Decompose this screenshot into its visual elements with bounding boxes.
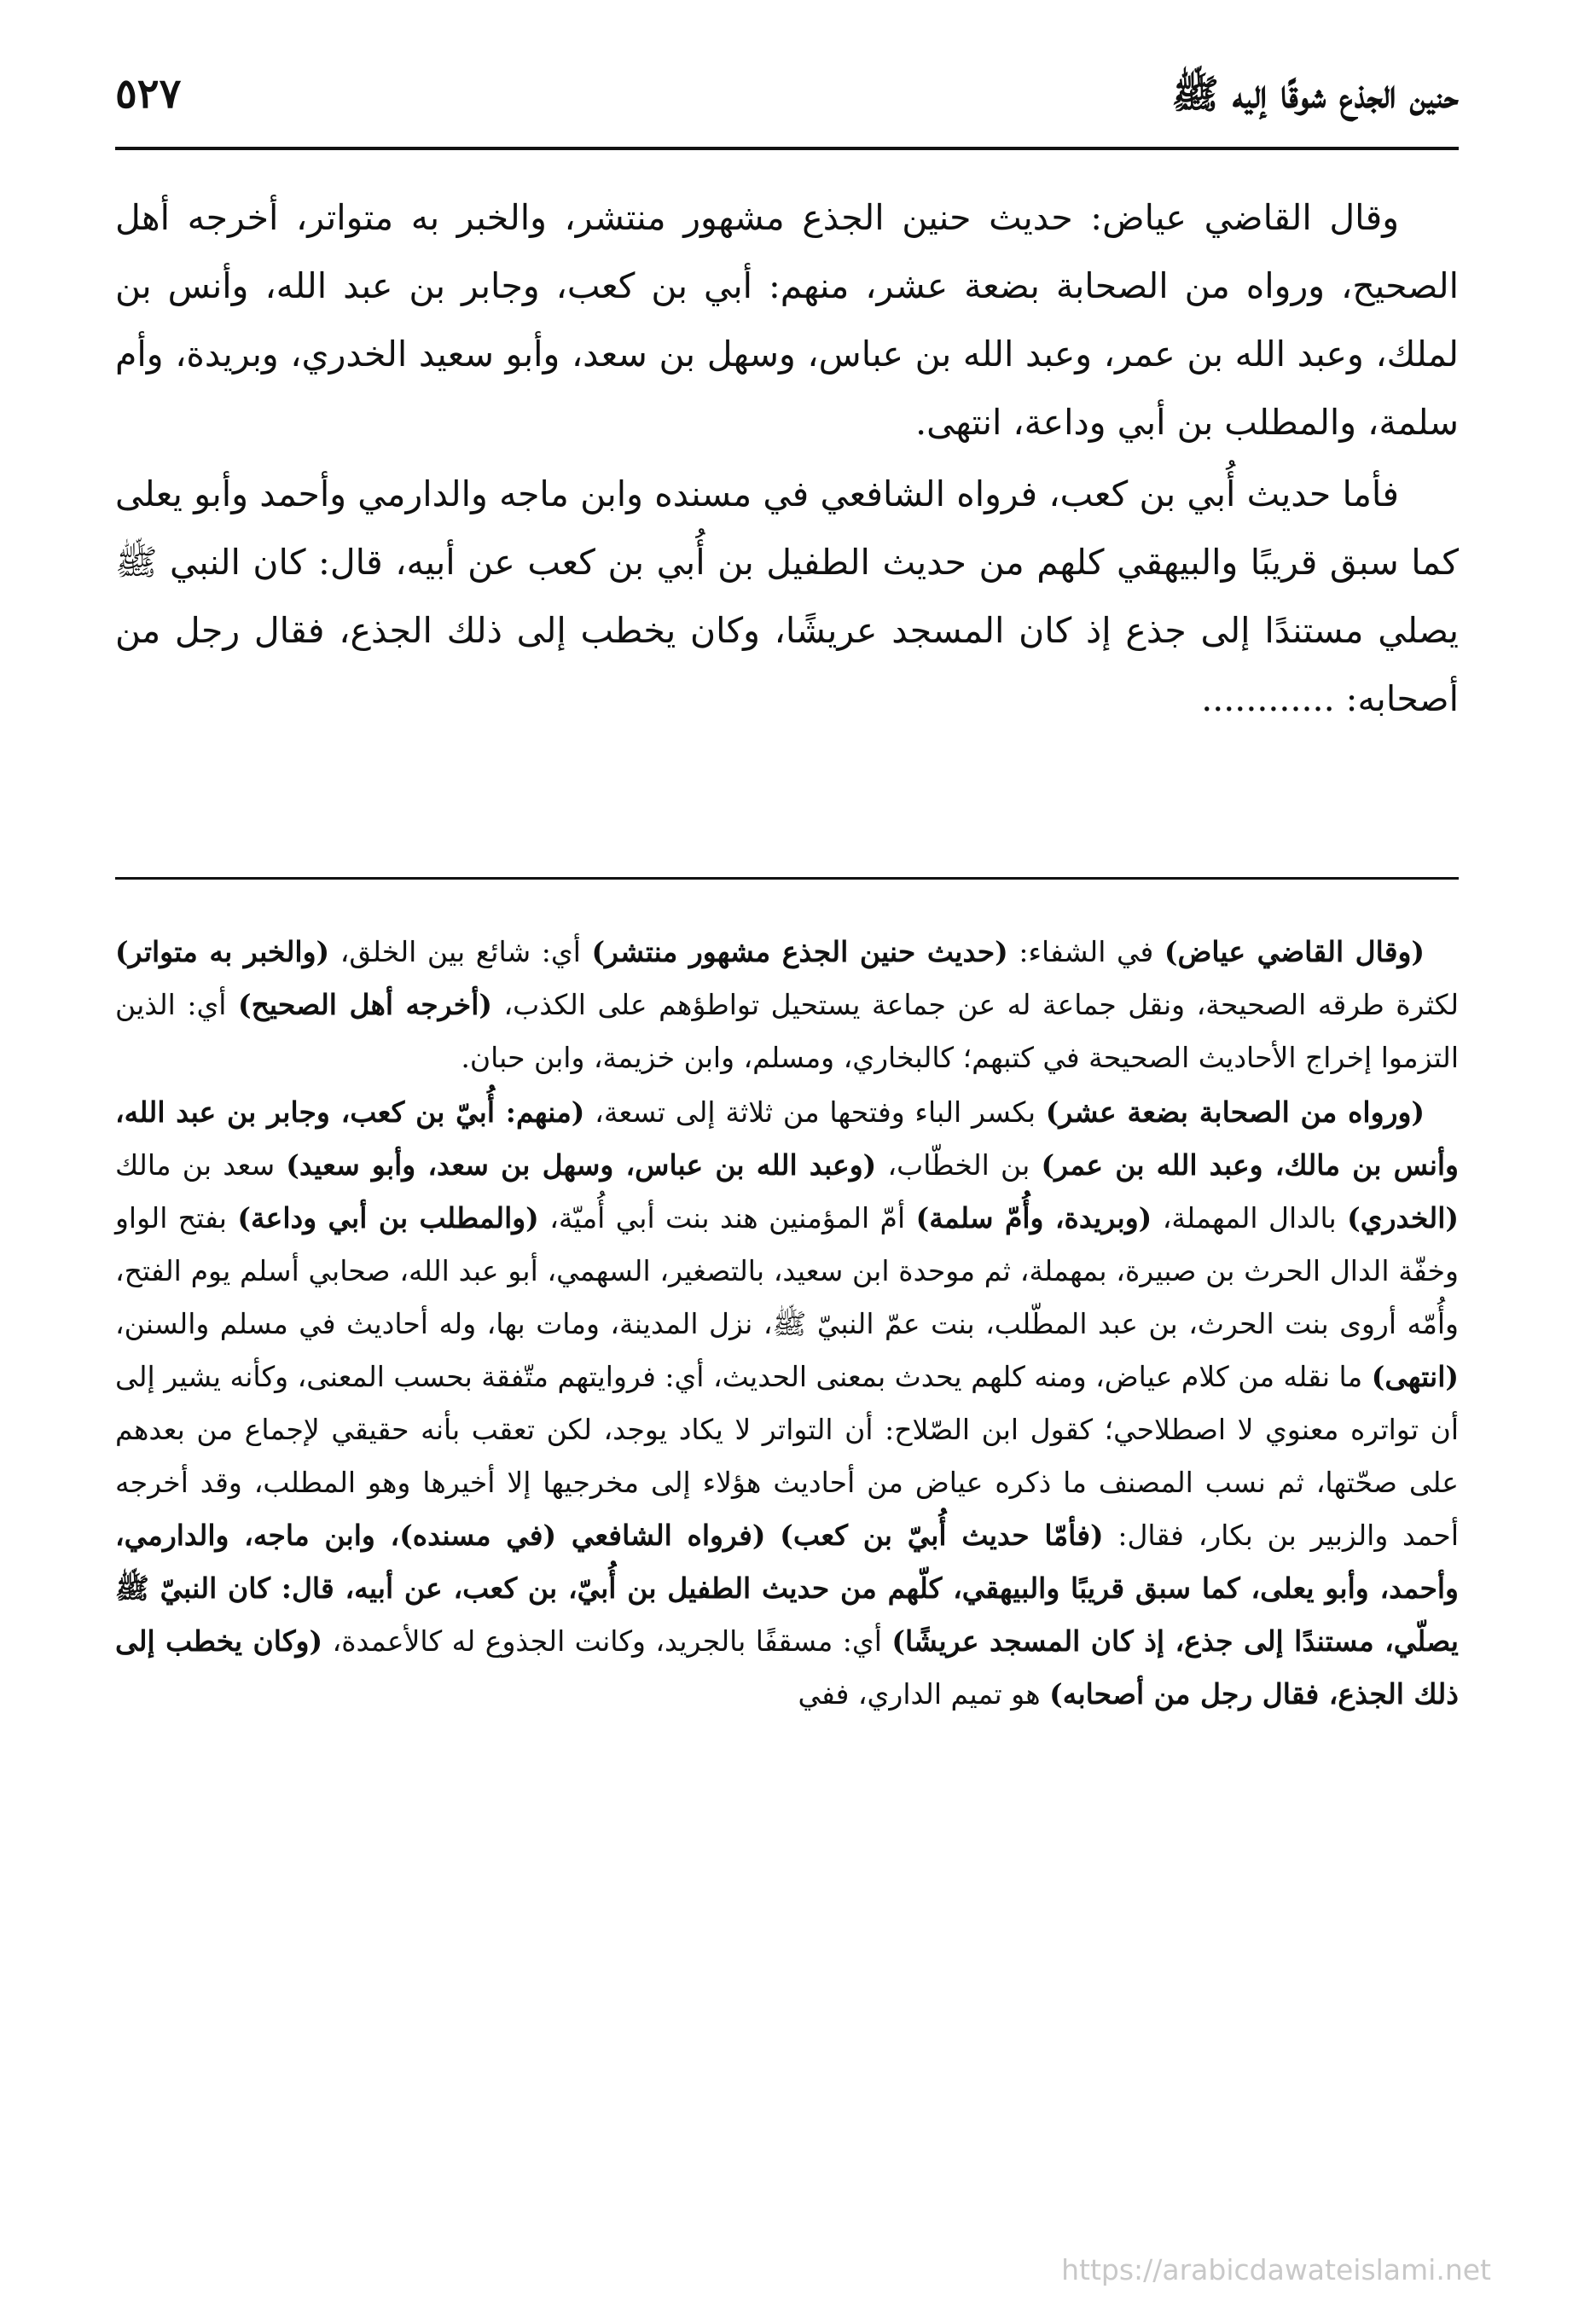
quoted-text-segment: (والمطلب بن أبي وداعة)	[237, 1201, 539, 1235]
quoted-text-segment: (أخرجه أهل الصحيح)	[237, 988, 492, 1021]
page-number: ٥٢٧	[115, 70, 182, 118]
quoted-text-segment: (ورواه من الصحابة بضعة عشر)	[1045, 1095, 1425, 1129]
commentary-paragraph-1	[115, 926, 1459, 1084]
quoted-text-segment: (وكان يخطب إلى ذلك الجذع، فقال رجل من أصحابه)	[115, 1624, 1459, 1711]
commentary-text-segment: ما نقله من كلام عياض، ومنه كلهم يحدث بمعنى الحديث، أي: فروايتهم متّفقة بحسب المعنى، وكأنه يشير إلى أن تواتره معنوي لا اصطلاحي؛ كقول ابن الصّلاح: أن التواتر لا يكاد يوجد، لكن تعقب بأنه حقيقي لإجماع من بعدهم على صحّتها، ثم نسب المصنف ما ذكره عياض من أحاديث هؤلاء إلى مخرجيها إلا أخيرها وهو المطلب، وقد أخرجه أحمد والزبير بن بكار، فقال:	[115, 1360, 1459, 1552]
commentary-text-segment: بالدال المهملة،	[1152, 1201, 1348, 1235]
quoted-text-segment: (وعبد الله بن عباس، وسهل بن سعد، وأبو سعيد)	[286, 1148, 877, 1182]
quoted-text-segment: (وقال القاضي عياض)	[1164, 935, 1425, 968]
commentary-text-segment: في الشفاء:	[1007, 935, 1164, 968]
commentary-text-segment: أمّ المؤمنين هند بنت أبي أُميّة،	[538, 1201, 916, 1235]
quoted-text-segment: (انتهى)	[1371, 1360, 1459, 1393]
quoted-text-segment: (وبريدة، وأُمّ سلمة)	[915, 1201, 1152, 1235]
page-header	[115, 70, 1459, 147]
commentary-section	[115, 926, 1459, 1723]
commentary-text-segment: بفتح الواو وخفّة الدال الحرث بن صبيرة، بمهملة، ثم موحدة ابن سعيد، بالتصغير، السهمي، أبو عبد الله، صحابي أسلم يوم الفتح، وأُمّه أروى بنت الحرث، بن عبد المطّلب، بنت عمّ النبيّ ﷺ، نزل المدينة، ومات بها، وله أحاديث في مسلم والسنن،	[115, 1201, 1459, 1340]
main-text	[115, 183, 1459, 736]
header-rule	[115, 147, 1459, 150]
running-title: حنين الجذع شوقًا إليه ﷺ	[1171, 71, 1459, 117]
commentary-text-segment: هو تميم الداري، ففي	[798, 1677, 1050, 1711]
quoted-text-segment: (منهم: أُبيّ بن كعب، وجابر بن عبد الله، وأنس بن مالك، وعبد الله بن عمر)	[115, 1095, 1459, 1182]
commentary-text-segment: لكثرة طرقه الصحيحة، ونقل جماعة له عن جماعة يستحيل تواطؤهم على الكذب،	[492, 988, 1459, 1021]
footnote-divider	[115, 877, 1459, 880]
commentary-text-segment: أي: شائع بين الخلق،	[329, 935, 592, 968]
quoted-text-segment: (فأمّا حديث أُبيّ بن كعب)	[780, 1519, 1104, 1552]
commentary-text-segment: سعد بن مالك	[115, 1148, 287, 1182]
commentary-text-segment: بكسر الباء وفتحها من ثلاثة إلى تسعة،	[584, 1095, 1046, 1129]
commentary-text-segment: بن الخطّاب،	[876, 1148, 1042, 1182]
commentary-text-segment: أي: الذين التزموا إخراج الأحاديث الصحيحة في كتبهم؛ كالبخاري، ومسلم، وابن خزيمة، وابن حبان.	[115, 988, 1459, 1074]
commentary-paragraph-2	[115, 1086, 1459, 1721]
quoted-text-segment: (الخدري)	[1347, 1201, 1459, 1235]
site-watermark: https://arabicdawateislami.net	[1061, 2253, 1491, 2286]
commentary-text-segment: أي: مسقفًا بالجريد، وكانت الجذوع له كالأعمدة،	[322, 1624, 892, 1658]
main-paragraph-2: فأما حديث أُبي بن كعب، فرواه الشافعي في مسنده وابن ماجه والدارمي وأحمد وأبو يعلى كما سبق قريبًا والبيهقي كلهم من حديث الطفيل بن أُبي بن كعب عن أبيه، قال: كان النبي ﷺ يصلي مستندًا إلى جذع إذ كان المسجد عريشًا، وكان يخطب إلى ذلك الجذع، فقال رجل من أصحابه: ............	[115, 474, 1459, 719]
main-paragraph-1: وقال القاضي عياض: حديث حنين الجذع مشهور منتشر، والخبر به متواتر، أخرجه أهل الصحيح، ورواه من الصحابة بضعة عشر، منهم: أبي بن كعب، وجابر بن عبد الله، وأنس بن لملك، وعبد الله بن عمر، وعبد الله بن عباس، وسهل بن سعد، وأبو سعيد الخدري، وبريدة، وأم سلمة، والمطلب بن أبي وداعة، انتهى.	[115, 197, 1459, 443]
quoted-text-segment: (حديث حنين الجذع مشهور منتشر)	[591, 935, 1008, 968]
quoted-text-segment: (فرواه الشافعي (في مسنده)، وابن ماجه، والدارمي، وأحمد، وأبو يعلى، كما سبق قريبًا والبيهقي، كلّهم من حديث الطفيل بن أُبيّ، بن كعب، عن أبيه، قال: كان النبيّ ﷺ يصلّي، مستندًا إلى جذع، إذ كان المسجد عريشًا)	[115, 1519, 1459, 1658]
quoted-text-segment: (والخبر به متواتر)	[115, 935, 330, 968]
commentary-text-segment	[766, 1519, 781, 1552]
